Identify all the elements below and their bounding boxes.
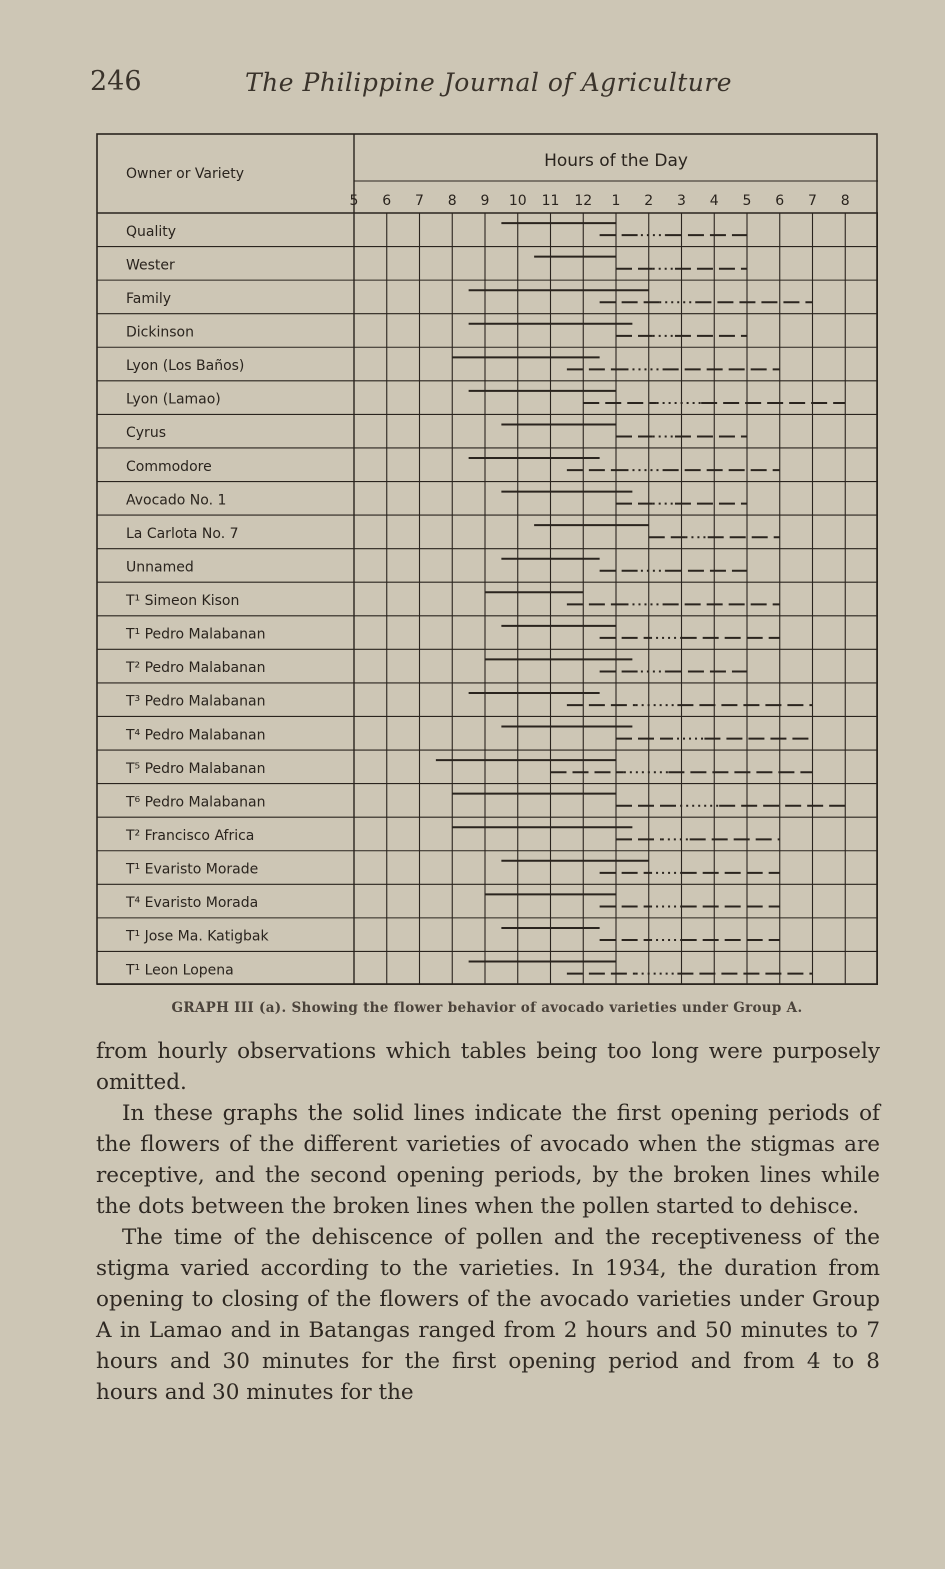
variety-label: Lyon (Lamao) — [126, 391, 221, 408]
graph-frame — [97, 134, 877, 984]
variety-label: T² Pedro Malabanan — [126, 660, 266, 677]
variety-label: T⁶ Pedro Malabanan — [126, 794, 266, 811]
variety-label: T⁴ Pedro Malabanan — [126, 727, 266, 744]
owner-variety-header: Owner or Variety — [126, 166, 245, 182]
hour-tick-label: 12 — [574, 193, 593, 209]
variety-label: T¹ Jose Ma. Katigbak — [126, 928, 269, 945]
variety-label: Quality — [126, 223, 177, 240]
variety-label: T¹ Pedro Malabanan — [126, 626, 266, 643]
hour-tick-label: 4 — [709, 193, 719, 209]
page-header — [90, 66, 850, 106]
variety-label: La Carlota No. 7 — [126, 525, 239, 542]
hour-tick-label: 5 — [742, 193, 752, 209]
flower-behavior-graph — [96, 133, 878, 985]
variety-label: T⁵ Pedro Malabanan — [126, 760, 266, 777]
variety-label: T³ Pedro Malabanan — [126, 693, 266, 710]
paragraph-3: The time of the dehiscence of pollen and the receptiveness of the stigma varied according to the varieties. In 1934, the duration from opening to closing of the flowers of the avocado varieties under Group A in Lamao and in Batangas ranged from 2 hours and 50 minutes to 7 hours and 30 minutes for the first opening period and from 4 to 8 hours and 30 minutes for the — [96, 1225, 880, 1405]
hour-tick-label: 8 — [447, 193, 457, 209]
hours-of-day-header: Hours of the Day — [544, 151, 688, 171]
paragraph-2: In these graphs the solid lines indicate the first opening periods of the flowers of the different varieties of avocado when the stigmas are receptive, and the second opening periods, by the broken lines while the dots between the broken lines when the pollen started to dehisce. — [96, 1101, 880, 1219]
hour-tick-label: 9 — [480, 193, 490, 209]
hour-tick-label: 8 — [840, 193, 850, 209]
variety-label: T¹ Evaristo Morade — [126, 861, 259, 878]
hour-tick-label: 7 — [808, 193, 817, 209]
variety-label: Cyrus — [126, 425, 166, 442]
hour-tick-label: 5 — [349, 193, 359, 209]
hour-tick-label: 7 — [415, 193, 424, 209]
variety-label: T¹ Leon Lopena — [126, 962, 234, 979]
variety-label: T¹ Simeon Kison — [126, 593, 240, 610]
hour-tick-label: 6 — [775, 193, 785, 209]
hour-tick-label: 11 — [541, 193, 560, 209]
hour-tick-label: 3 — [677, 193, 686, 209]
paragraph-1: from hourly observations which tables being too long were purposely omitted. — [96, 1039, 880, 1095]
variety-label: T² Francisco Africa — [126, 827, 255, 844]
body-text — [96, 1036, 880, 1408]
variety-label: T⁴ Evaristo Morada — [126, 895, 259, 912]
hour-tick-label: 10 — [508, 193, 527, 209]
graph-svg — [96, 133, 878, 985]
variety-label: Wester — [126, 257, 175, 274]
journal-title: The Philippine Journal of Agriculture — [245, 68, 733, 97]
page-number: 246 — [90, 66, 142, 97]
variety-label: Family — [126, 290, 172, 307]
hour-tick-label: 6 — [382, 193, 392, 209]
graph-caption: GRAPH III (a). Showing the flower behavior of avocado varieties under Group A. — [171, 1000, 803, 1016]
variety-label: Unnamed — [126, 559, 194, 576]
variety-label: Dickinson — [126, 324, 194, 341]
hour-tick-label: 1 — [611, 193, 621, 209]
hour-tick-label: 2 — [644, 193, 654, 209]
variety-label: Commodore — [126, 458, 212, 475]
variety-label: Avocado No. 1 — [126, 492, 227, 509]
variety-label: Lyon (Los Baños) — [126, 358, 245, 375]
